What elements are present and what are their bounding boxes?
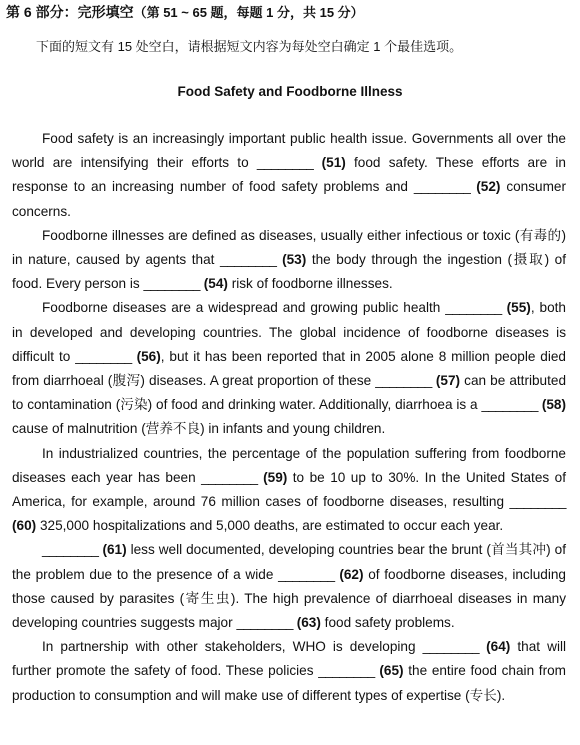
blank-59: ________: [201, 469, 258, 485]
question-number-59: (59): [263, 469, 288, 485]
paragraph-4: [12, 442, 566, 539]
blank-54: ________: [143, 276, 200, 292]
passage-text: to be 10 up to 30%. In the United States of America, for example, around 76 million cases of foodborne diseases, resulting: [12, 469, 566, 510]
section-score: （第 51 ~ 65 题，每题 1 分，共 15 分）: [133, 5, 364, 20]
blank-58: ________: [481, 397, 538, 413]
passage-text: cause of malnutrition (营养不良) in infants and young children.: [12, 421, 386, 437]
blank-61: ________: [42, 542, 99, 558]
blank-51: ________: [256, 155, 314, 171]
paragraph-5: [12, 538, 566, 635]
blank-65: ________: [318, 663, 375, 679]
question-number-52: (52): [476, 179, 501, 195]
passage-text: , but it has been reported that in 2005 alone 8 million people died from diarrhoeal (腹泻) diseases. A great proportion of these: [12, 348, 566, 389]
passage-text: less well documented, developing countries bear the brunt (首当其冲) of the problem due to the presence of a wide: [12, 542, 566, 582]
question-number-55: (55): [506, 300, 531, 316]
passage-text: Foodborne diseases are a widespread and growing public health: [42, 300, 446, 316]
question-number-57: (57): [435, 373, 461, 389]
question-number-64: (64): [486, 639, 511, 655]
section-header: [6, 2, 576, 22]
passage-body: [12, 127, 566, 708]
passage-title: Food Safety and Foodborne Illness: [177, 84, 403, 99]
passage-text: that will further promote the safety of food. These policies: [12, 639, 567, 679]
passage-text: food safety problems.: [320, 615, 455, 631]
passage-text: In partnership with other stakeholders, WHO is developing: [42, 639, 423, 655]
passage-text: of foodborne diseases, including those caused by parasites (寄生虫). The high prevalence of diarrhoeal diseases in many developing countries suggests major: [12, 566, 566, 631]
blank-53: ________: [220, 252, 277, 268]
question-number-61: (61): [102, 542, 127, 558]
blank-63: ________: [236, 615, 293, 631]
passage-text: Foodborne illnesses are defined as diseases, usually either infectious or toxic (有毒的) in nature, caused by agents that: [12, 227, 566, 268]
passage-text: In industrialized countries, the percentage of the population suffering from foodborne diseases each year has been: [12, 445, 566, 485]
question-number-60: (60): [12, 518, 37, 534]
question-number-54: (54): [203, 276, 228, 292]
question-number-56: (56): [136, 348, 161, 364]
question-number-63: (63): [296, 615, 321, 631]
blank-56: ________: [75, 348, 132, 364]
paragraph-1: [12, 127, 566, 224]
blank-55: ________: [445, 300, 502, 316]
blank-60: ________: [509, 494, 566, 510]
passage-text: food safety. These efforts are in response to an increasing number of food safety problems and: [12, 155, 566, 195]
question-number-51: (51): [321, 155, 346, 171]
paragraph-3: [12, 296, 566, 441]
paragraph-2: [12, 224, 566, 297]
passage-text: can be attributed to contamination (污染) of food and drinking water. Additionally, diarrhoea is a: [12, 373, 567, 413]
blank-62: ________: [278, 566, 335, 582]
passage-text: risk of foodborne illnesses.: [227, 276, 393, 292]
blank-64: ________: [422, 639, 480, 655]
passage-text: the body through the ingestion (摄取) of food. Every person is: [12, 252, 567, 292]
blank-52: ________: [413, 179, 471, 195]
question-number-58: (58): [541, 397, 566, 413]
question-number-65: (65): [379, 663, 404, 679]
passage-text: , both in developed and developing countries. The global incidence of foodborne diseases is difficult to: [12, 300, 566, 364]
passage-text: Food safety is an increasingly important public health issue. Governments all over the world are intensifying their efforts to: [12, 131, 566, 171]
paragraph-6: [12, 635, 566, 708]
instruction-text: 下面的短文有 15 处空白，请根据短文内容为每处空白确定 1 个最佳选项。: [36, 39, 463, 54]
question-number-53: (53): [282, 252, 307, 268]
blank-57: ________: [375, 373, 432, 389]
section-title: 第 6 部分：完形填空: [6, 4, 134, 20]
passage-text: 325,000 hospitalizations and 5,000 deaths, are estimated to occur each year.: [36, 518, 504, 534]
passage-text: the entire food chain from production to consumption and will make use of different types of expertise (专长).: [12, 663, 566, 703]
question-number-62: (62): [339, 566, 364, 582]
passage-text: consumer concerns.: [12, 179, 567, 219]
